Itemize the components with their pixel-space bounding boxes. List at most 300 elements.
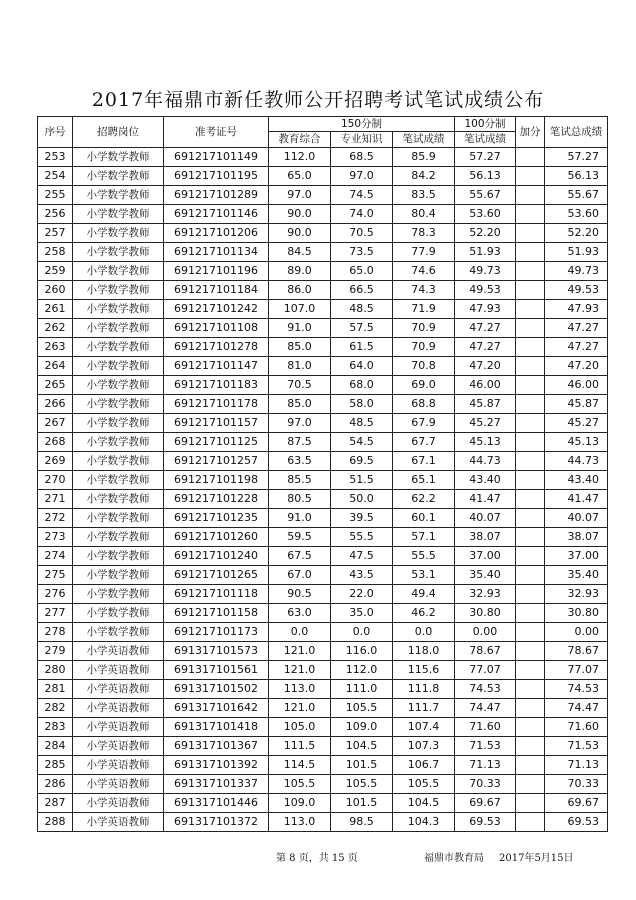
cell-seq: 285: [38, 756, 73, 775]
cell-post: 小学数学教师: [73, 471, 164, 490]
cell-prof: 74.5: [331, 186, 393, 205]
cell-ticket: 691217101278: [164, 338, 269, 357]
table-row: [38, 566, 608, 585]
cell-prof: 101.5: [331, 794, 393, 813]
cell-written-100: 53.60: [455, 205, 516, 224]
cell-prof: 22.0: [331, 585, 393, 604]
cell-edu: 121.0: [269, 661, 331, 680]
cell-prof: 65.0: [331, 262, 393, 281]
cell-prof: 105.5: [331, 775, 393, 794]
page-title: 2017年福鼎市新任教师公开招聘考试笔试成绩公布: [91, 89, 545, 111]
cell-ticket: 691217101242: [164, 300, 269, 319]
cell-written-150: 62.2: [393, 490, 455, 509]
cell-bonus: [516, 376, 545, 395]
cell-edu: 67.0: [269, 566, 331, 585]
cell-edu: 65.0: [269, 167, 331, 186]
cell-total: 47.27: [545, 319, 608, 338]
cell-bonus: [516, 794, 545, 813]
cell-prof: 51.5: [331, 471, 393, 490]
cell-written-150: 70.9: [393, 338, 455, 357]
cell-post: 小学数学教师: [73, 395, 164, 414]
cell-post: 小学数学教师: [73, 319, 164, 338]
cell-total: 52.20: [545, 224, 608, 243]
cell-seq: 260: [38, 281, 73, 300]
table-row: [38, 243, 608, 262]
cell-prof: 66.5: [331, 281, 393, 300]
cell-post: 小学英语教师: [73, 775, 164, 794]
cell-total: 38.07: [545, 528, 608, 547]
cell-ticket: 691217101206: [164, 224, 269, 243]
table-row: [38, 414, 608, 433]
cell-edu: 85.5: [269, 471, 331, 490]
table-row: [38, 623, 608, 642]
cell-written-150: 115.6: [393, 661, 455, 680]
cell-post: 小学英语教师: [73, 813, 164, 832]
cell-total: 44.73: [545, 452, 608, 471]
table-row: [38, 376, 608, 395]
cell-prof: 70.5: [331, 224, 393, 243]
cell-bonus: [516, 509, 545, 528]
cell-prof: 50.0: [331, 490, 393, 509]
cell-total: 49.53: [545, 281, 608, 300]
cell-bonus: [516, 186, 545, 205]
cell-total: 41.47: [545, 490, 608, 509]
cell-prof: 109.0: [331, 718, 393, 737]
cell-total: 69.53: [545, 813, 608, 832]
table-row: [38, 167, 608, 186]
cell-seq: 284: [38, 737, 73, 756]
cell-written-100: 45.87: [455, 395, 516, 414]
cell-seq: 270: [38, 471, 73, 490]
cell-seq: 275: [38, 566, 73, 585]
cell-edu: 121.0: [269, 699, 331, 718]
header-group-150: 150分制: [269, 117, 455, 132]
cell-post: 小学数学教师: [73, 376, 164, 395]
cell-written-100: 47.27: [455, 319, 516, 338]
table-row: [38, 604, 608, 623]
cell-written-150: 69.0: [393, 376, 455, 395]
cell-seq: 279: [38, 642, 73, 661]
cell-bonus: [516, 205, 545, 224]
cell-edu: 105.5: [269, 775, 331, 794]
cell-prof: 47.5: [331, 547, 393, 566]
cell-written-100: 47.20: [455, 357, 516, 376]
cell-prof: 68.5: [331, 148, 393, 167]
cell-bonus: [516, 775, 545, 794]
cell-edu: 81.0: [269, 357, 331, 376]
cell-prof: 116.0: [331, 642, 393, 661]
cell-post: 小学数学教师: [73, 357, 164, 376]
cell-bonus: [516, 300, 545, 319]
cell-bonus: [516, 718, 545, 737]
cell-written-100: 47.27: [455, 338, 516, 357]
cell-total: 49.73: [545, 262, 608, 281]
cell-prof: 74.0: [331, 205, 393, 224]
header-edu: 教育综合: [269, 132, 331, 148]
cell-edu: 0.0: [269, 623, 331, 642]
cell-edu: 89.0: [269, 262, 331, 281]
cell-written-100: 55.67: [455, 186, 516, 205]
cell-post: 小学数学教师: [73, 452, 164, 471]
cell-ticket: 691217101183: [164, 376, 269, 395]
table-row: [38, 471, 608, 490]
cell-seq: 253: [38, 148, 73, 167]
cell-written-150: 67.7: [393, 433, 455, 452]
cell-total: 45.27: [545, 414, 608, 433]
table-row: [38, 452, 608, 471]
cell-bonus: [516, 680, 545, 699]
cell-ticket: 691317101367: [164, 737, 269, 756]
cell-written-150: 71.9: [393, 300, 455, 319]
cell-ticket: 691317101561: [164, 661, 269, 680]
cell-ticket: 691217101235: [164, 509, 269, 528]
cell-total: 32.93: [545, 585, 608, 604]
cell-prof: 61.5: [331, 338, 393, 357]
cell-written-150: 60.1: [393, 509, 455, 528]
cell-written-150: 46.2: [393, 604, 455, 623]
table-row: [38, 490, 608, 509]
cell-written-150: 84.2: [393, 167, 455, 186]
cell-bonus: [516, 623, 545, 642]
header-group-100: 100分制: [455, 117, 516, 132]
cell-ticket: 691217101195: [164, 167, 269, 186]
table-row: [38, 148, 608, 167]
cell-prof: 73.5: [331, 243, 393, 262]
cell-total: 74.53: [545, 680, 608, 699]
cell-seq: 276: [38, 585, 73, 604]
cell-seq: 273: [38, 528, 73, 547]
cell-bonus: [516, 414, 545, 433]
cell-post: 小学数学教师: [73, 604, 164, 623]
cell-total: 40.07: [545, 509, 608, 528]
cell-written-150: 118.0: [393, 642, 455, 661]
cell-seq: 266: [38, 395, 73, 414]
cell-written-100: 41.47: [455, 490, 516, 509]
cell-edu: 113.0: [269, 813, 331, 832]
cell-edu: 59.5: [269, 528, 331, 547]
table-row: [38, 756, 608, 775]
table-row: [38, 319, 608, 338]
cell-bonus: [516, 490, 545, 509]
header-total: 笔试总成绩: [545, 117, 608, 148]
cell-written-100: 35.40: [455, 566, 516, 585]
cell-prof: 58.0: [331, 395, 393, 414]
cell-seq: 259: [38, 262, 73, 281]
cell-bonus: [516, 585, 545, 604]
table-row: [38, 357, 608, 376]
table-row: [38, 300, 608, 319]
cell-seq: 257: [38, 224, 73, 243]
cell-total: 78.67: [545, 642, 608, 661]
cell-written-150: 107.3: [393, 737, 455, 756]
cell-edu: 91.0: [269, 509, 331, 528]
cell-post: 小学数学教师: [73, 167, 164, 186]
table-row: [38, 547, 608, 566]
cell-total: 30.80: [545, 604, 608, 623]
score-table: [37, 116, 608, 832]
cell-written-150: 77.9: [393, 243, 455, 262]
cell-written-100: 71.60: [455, 718, 516, 737]
cell-ticket: 691217101184: [164, 281, 269, 300]
cell-total: 70.33: [545, 775, 608, 794]
table-row: [38, 775, 608, 794]
cell-written-150: 67.1: [393, 452, 455, 471]
cell-bonus: [516, 566, 545, 585]
cell-written-100: 43.40: [455, 471, 516, 490]
header-written-150: 笔试成绩: [393, 132, 455, 148]
cell-edu: 109.0: [269, 794, 331, 813]
cell-written-100: 71.53: [455, 737, 516, 756]
cell-seq: 255: [38, 186, 73, 205]
cell-post: 小学数学教师: [73, 433, 164, 452]
cell-edu: 85.0: [269, 338, 331, 357]
cell-written-150: 78.3: [393, 224, 455, 243]
cell-seq: 283: [38, 718, 73, 737]
cell-prof: 0.0: [331, 623, 393, 642]
cell-written-100: 47.93: [455, 300, 516, 319]
cell-total: 56.13: [545, 167, 608, 186]
cell-post: 小学数学教师: [73, 300, 164, 319]
cell-ticket: 691317101337: [164, 775, 269, 794]
cell-edu: 90.5: [269, 585, 331, 604]
cell-written-150: 65.1: [393, 471, 455, 490]
cell-seq: 288: [38, 813, 73, 832]
cell-bonus: [516, 357, 545, 376]
cell-post: 小学数学教师: [73, 243, 164, 262]
cell-post: 小学英语教师: [73, 794, 164, 813]
cell-edu: 84.5: [269, 243, 331, 262]
cell-prof: 48.5: [331, 414, 393, 433]
cell-edu: 113.0: [269, 680, 331, 699]
cell-seq: 280: [38, 661, 73, 680]
cell-ticket: 691217101260: [164, 528, 269, 547]
cell-seq: 261: [38, 300, 73, 319]
cell-total: 35.40: [545, 566, 608, 585]
cell-edu: 105.0: [269, 718, 331, 737]
cell-bonus: [516, 813, 545, 832]
cell-ticket: 691217101196: [164, 262, 269, 281]
cell-total: 47.93: [545, 300, 608, 319]
cell-written-100: 69.53: [455, 813, 516, 832]
cell-written-100: 40.07: [455, 509, 516, 528]
cell-edu: 121.0: [269, 642, 331, 661]
cell-ticket: 691217101146: [164, 205, 269, 224]
cell-post: 小学数学教师: [73, 490, 164, 509]
cell-written-100: 0.00: [455, 623, 516, 642]
cell-post: 小学英语教师: [73, 737, 164, 756]
cell-seq: 265: [38, 376, 73, 395]
cell-total: 69.67: [545, 794, 608, 813]
cell-written-100: 32.93: [455, 585, 516, 604]
cell-total: 37.00: [545, 547, 608, 566]
cell-bonus: [516, 148, 545, 167]
table-row: [38, 509, 608, 528]
cell-seq: 268: [38, 433, 73, 452]
cell-seq: 277: [38, 604, 73, 623]
cell-post: 小学数学教师: [73, 281, 164, 300]
cell-ticket: 691317101502: [164, 680, 269, 699]
cell-total: 0.00: [545, 623, 608, 642]
cell-written-100: 45.13: [455, 433, 516, 452]
cell-written-150: 0.0: [393, 623, 455, 642]
cell-edu: 86.0: [269, 281, 331, 300]
cell-written-150: 105.5: [393, 775, 455, 794]
cell-written-150: 53.1: [393, 566, 455, 585]
cell-written-100: 74.47: [455, 699, 516, 718]
cell-prof: 97.0: [331, 167, 393, 186]
cell-edu: 90.0: [269, 205, 331, 224]
cell-written-150: 111.7: [393, 699, 455, 718]
header-written-100: 笔试成绩: [455, 132, 516, 148]
cell-written-100: 52.20: [455, 224, 516, 243]
cell-written-100: 49.53: [455, 281, 516, 300]
cell-bonus: [516, 167, 545, 186]
cell-written-150: 104.5: [393, 794, 455, 813]
cell-seq: 286: [38, 775, 73, 794]
cell-post: 小学数学教师: [73, 547, 164, 566]
cell-seq: 267: [38, 414, 73, 433]
cell-total: 53.60: [545, 205, 608, 224]
cell-bonus: [516, 699, 545, 718]
cell-bonus: [516, 395, 545, 414]
page-number: 第 8 页，共 15 页: [276, 853, 358, 864]
cell-edu: 97.0: [269, 186, 331, 205]
header-ticket: 准考证号: [164, 117, 269, 148]
cell-post: 小学数学教师: [73, 414, 164, 433]
cell-written-100: 71.13: [455, 756, 516, 775]
cell-post: 小学数学教师: [73, 262, 164, 281]
cell-ticket: 691217101118: [164, 585, 269, 604]
cell-written-150: 55.5: [393, 547, 455, 566]
header-bonus: 加分: [516, 117, 545, 148]
cell-seq: 272: [38, 509, 73, 528]
cell-ticket: 691217101157: [164, 414, 269, 433]
cell-written-100: 51.93: [455, 243, 516, 262]
table-row: [38, 224, 608, 243]
cell-ticket: 691317101418: [164, 718, 269, 737]
cell-bonus: [516, 224, 545, 243]
cell-ticket: 691317101642: [164, 699, 269, 718]
cell-prof: 57.5: [331, 319, 393, 338]
cell-total: 45.87: [545, 395, 608, 414]
cell-bonus: [516, 281, 545, 300]
cell-prof: 64.0: [331, 357, 393, 376]
cell-written-150: 74.3: [393, 281, 455, 300]
cell-written-150: 67.9: [393, 414, 455, 433]
cell-post: 小学数学教师: [73, 623, 164, 642]
table-row: [38, 699, 608, 718]
cell-total: 55.67: [545, 186, 608, 205]
table-row: [38, 680, 608, 699]
cell-bonus: [516, 433, 545, 452]
table-row: [38, 281, 608, 300]
cell-written-100: 44.73: [455, 452, 516, 471]
cell-prof: 39.5: [331, 509, 393, 528]
cell-written-150: 57.1: [393, 528, 455, 547]
cell-written-100: 74.53: [455, 680, 516, 699]
cell-edu: 85.0: [269, 395, 331, 414]
cell-written-100: 56.13: [455, 167, 516, 186]
cell-ticket: 691217101108: [164, 319, 269, 338]
cell-prof: 35.0: [331, 604, 393, 623]
cell-written-100: 70.33: [455, 775, 516, 794]
cell-written-150: 70.9: [393, 319, 455, 338]
cell-prof: 54.5: [331, 433, 393, 452]
cell-bonus: [516, 319, 545, 338]
cell-written-150: 107.4: [393, 718, 455, 737]
table-row: [38, 205, 608, 224]
cell-edu: 87.5: [269, 433, 331, 452]
cell-written-100: 30.80: [455, 604, 516, 623]
cell-post: 小学数学教师: [73, 585, 164, 604]
cell-prof: 111.0: [331, 680, 393, 699]
cell-edu: 90.0: [269, 224, 331, 243]
cell-seq: 256: [38, 205, 73, 224]
header-seq: 序号: [38, 117, 73, 148]
cell-seq: 278: [38, 623, 73, 642]
table-row: [38, 338, 608, 357]
table-row: [38, 661, 608, 680]
cell-seq: 269: [38, 452, 73, 471]
table-row: [38, 528, 608, 547]
cell-edu: 107.0: [269, 300, 331, 319]
cell-edu: 63.0: [269, 604, 331, 623]
cell-bonus: [516, 642, 545, 661]
cell-edu: 91.0: [269, 319, 331, 338]
cell-total: 74.47: [545, 699, 608, 718]
table-body: [38, 148, 608, 832]
cell-written-150: 111.8: [393, 680, 455, 699]
cell-edu: 80.5: [269, 490, 331, 509]
cell-prof: 101.5: [331, 756, 393, 775]
cell-ticket: 691217101240: [164, 547, 269, 566]
header-post: 招聘岗位: [73, 117, 164, 148]
table-row: [38, 186, 608, 205]
cell-ticket: 691317101573: [164, 642, 269, 661]
cell-post: 小学英语教师: [73, 642, 164, 661]
cell-written-150: 70.8: [393, 357, 455, 376]
cell-written-100: 77.07: [455, 661, 516, 680]
cell-bonus: [516, 471, 545, 490]
cell-written-150: 104.3: [393, 813, 455, 832]
cell-prof: 48.5: [331, 300, 393, 319]
cell-ticket: 691217101289: [164, 186, 269, 205]
cell-written-150: 85.9: [393, 148, 455, 167]
cell-written-100: 46.00: [455, 376, 516, 395]
cell-total: 77.07: [545, 661, 608, 680]
issue-date: 2017年5月15日: [499, 853, 574, 864]
cell-prof: 112.0: [331, 661, 393, 680]
table-row: [38, 585, 608, 604]
cell-prof: 69.5: [331, 452, 393, 471]
cell-edu: 63.5: [269, 452, 331, 471]
cell-written-150: 83.5: [393, 186, 455, 205]
issuing-org: 福鼎市教育局: [424, 853, 484, 864]
cell-prof: 68.0: [331, 376, 393, 395]
cell-ticket: 691217101228: [164, 490, 269, 509]
cell-post: 小学英语教师: [73, 756, 164, 775]
cell-post: 小学数学教师: [73, 148, 164, 167]
cell-bonus: [516, 661, 545, 680]
cell-post: 小学数学教师: [73, 186, 164, 205]
cell-edu: 114.5: [269, 756, 331, 775]
cell-seq: 274: [38, 547, 73, 566]
cell-prof: 43.5: [331, 566, 393, 585]
cell-seq: 281: [38, 680, 73, 699]
cell-total: 57.27: [545, 148, 608, 167]
cell-bonus: [516, 547, 545, 566]
table-row: [38, 642, 608, 661]
